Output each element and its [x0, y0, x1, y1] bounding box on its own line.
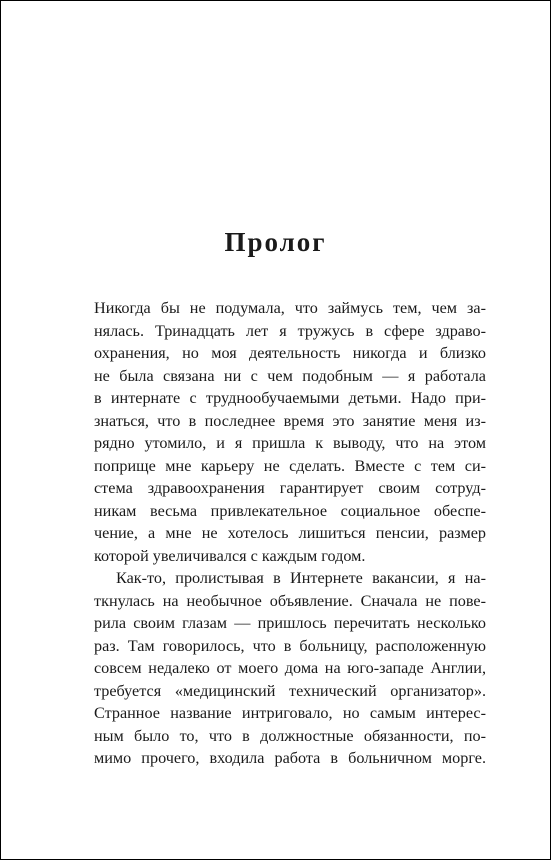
text-line: никам весьма привлекательное социальное обеспе-: [94, 501, 486, 520]
text-line: ткнулась на необычное объявление. Сначала не пове-: [94, 591, 486, 610]
text-line: знаться, что в последнее время это занятие меня из-: [94, 411, 486, 430]
text-line: Странное название интриговало, но самым интерес-: [94, 704, 486, 722]
text-line: поприще мне карьеру не сделать. Вместе с тем си-: [94, 456, 486, 475]
text-line: нялась. Тринадцать лет я тружусь в сфере здраво-: [94, 321, 486, 340]
text-line: охранения, но моя деятельность никогда и близко: [94, 344, 486, 362]
text-line: рила своим глазам — пришлось перечитать несколько: [94, 614, 486, 632]
paragraph-1: [94, 297, 486, 567]
text-line: Никогда бы не подумала, что займусь тем, чем за-: [94, 299, 486, 317]
chapter-title: Пролог: [224, 227, 327, 257]
text-line: раз. Там говорилось, что в больницу, расположенную: [94, 636, 486, 655]
text-line: совсем недалеко от моего дома на юго-западе Англии,: [94, 659, 486, 677]
text-line: требуется «медицинский технический организатор».: [94, 681, 486, 700]
paragraph-2: [94, 567, 486, 770]
text-line: рядно утомило, и я пришла к выводу, что на этом: [94, 434, 486, 452]
chapter-body: [94, 297, 486, 770]
text-line: ным было то, что в должностные обязанности, по-: [94, 726, 486, 745]
text-line: мимо прочего, входила работа в больничном морге.: [94, 749, 486, 767]
text-line: которой увеличивался с каждым годом.: [94, 546, 366, 565]
text-line: в интернате с труднообучаемыми детьми. Надо при-: [94, 389, 486, 407]
text-line: стема здравоохранения гарантирует своим сотруд-: [94, 479, 486, 497]
text-line: Как-то, пролистывая в Интернете вакансии, я на-: [116, 569, 486, 587]
text-line: не была связана ни с чем подобным — я работала: [94, 366, 486, 385]
text-line: чение, а мне не хотелось лишиться пенсии, размер: [94, 524, 486, 542]
